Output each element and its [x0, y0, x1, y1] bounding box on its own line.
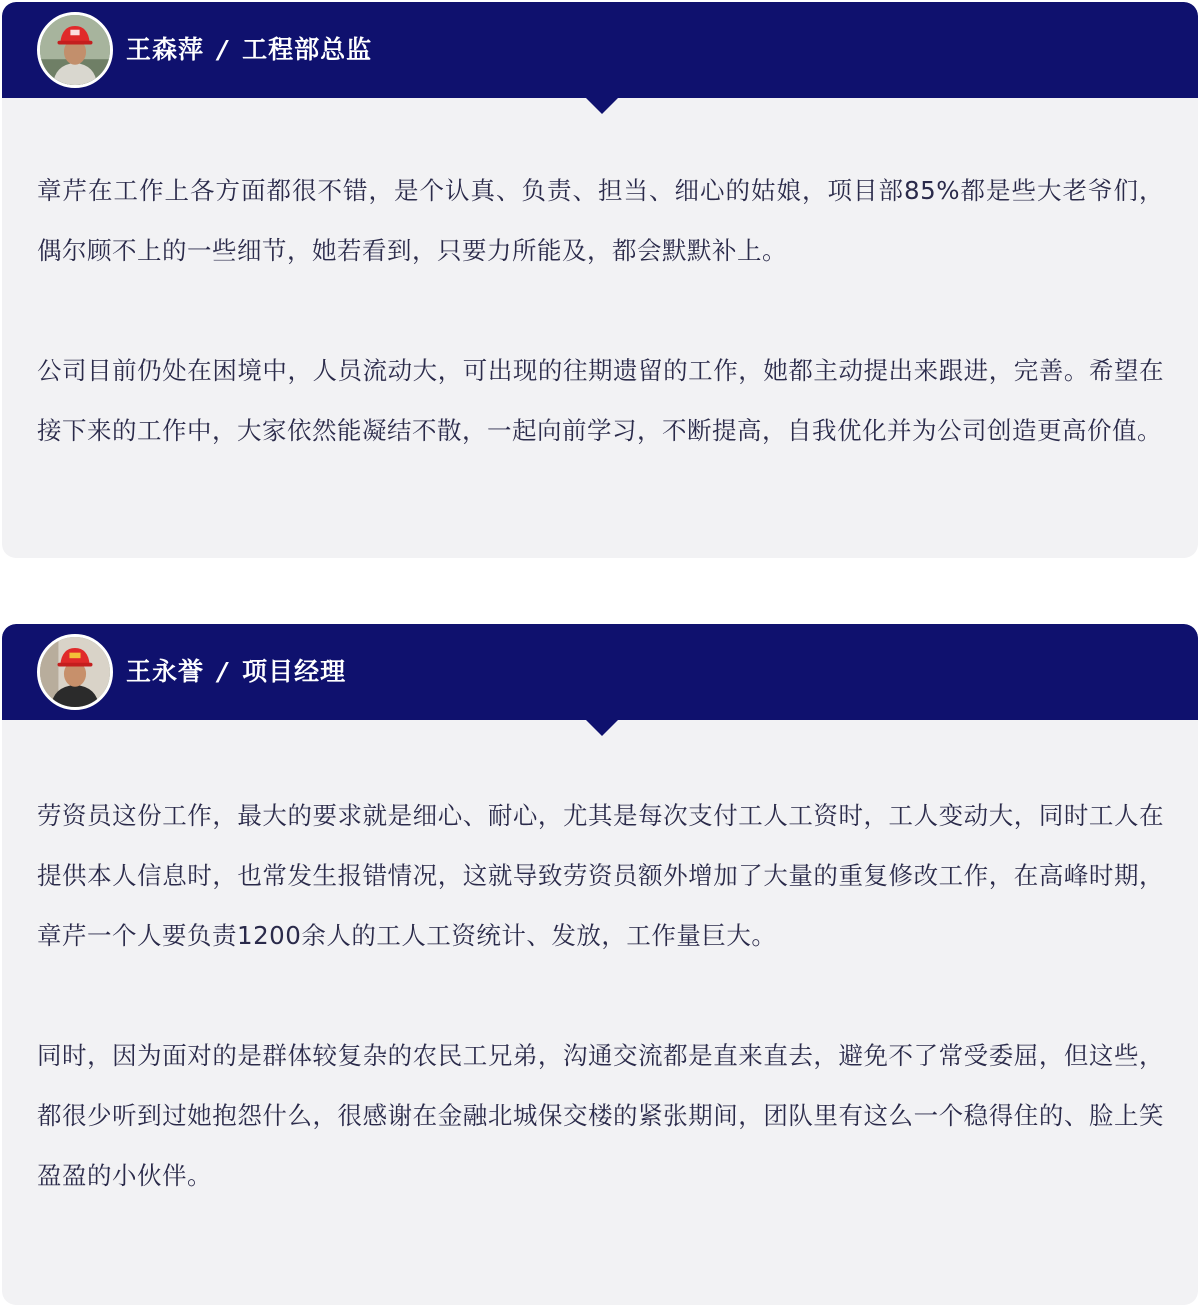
person-name: 王永誉 [126, 657, 205, 686]
card-header [2, 2, 1198, 98]
header-pointer [585, 97, 619, 114]
testimonial-card-2 [2, 624, 1198, 1305]
person-role: 工程部总监 [242, 35, 373, 64]
person-with-red-hardhat-icon [40, 15, 110, 85]
header-title [126, 654, 346, 690]
avatar [37, 634, 113, 710]
title-separator: / [218, 657, 229, 686]
card-body [2, 720, 1198, 1206]
paragraph: 公司目前仍处在困境中，人员流动大，可出现的往期遗留的工作，她都主动提出来跟进，完善。希望在接下来的工作中，大家依然能凝结不散，一起向前学习，不断提高，自我优化并为公司创造更高价值。 [37, 356, 1164, 445]
avatar [37, 12, 113, 88]
paragraph: 同时，因为面对的是群体较复杂的农民工兄弟，沟通交流都是直来直去，避免不了常受委屈，但这些，都很少听到过她抱怨什么，很感谢在金融北城保交楼的紧张期间，团队里有这么一个稳得住的、脸上笑盈盈的小伙伴。 [37, 1041, 1164, 1190]
person-role: 项目经理 [242, 657, 347, 686]
header-title [126, 32, 372, 68]
card-body [2, 98, 1198, 461]
header-pointer [585, 719, 619, 736]
person-with-red-hardhat-icon [40, 637, 110, 707]
paragraph: 章芹在工作上各方面都很不错，是个认真、负责、担当、细心的姑娘，项目部85%都是些大老爷们，偶尔顾不上的一些细节，她若看到，只要力所能及，都会默默补上。 [37, 176, 1164, 265]
paragraph: 劳资员这份工作，最大的要求就是细心、耐心，尤其是每次支付工人工资时，工人变动大，同时工人在提供本人信息时，也常发生报错情况，这就导致劳资员额外增加了大量的重复修改工作，在高峰时期，章芹一个人要负责1200余人的工人工资统计、发放，工作量巨大。 [37, 801, 1164, 950]
title-separator: / [218, 35, 229, 64]
card-header [2, 624, 1198, 720]
testimonial-card-1 [2, 2, 1198, 558]
person-name: 王森萍 [126, 35, 205, 64]
